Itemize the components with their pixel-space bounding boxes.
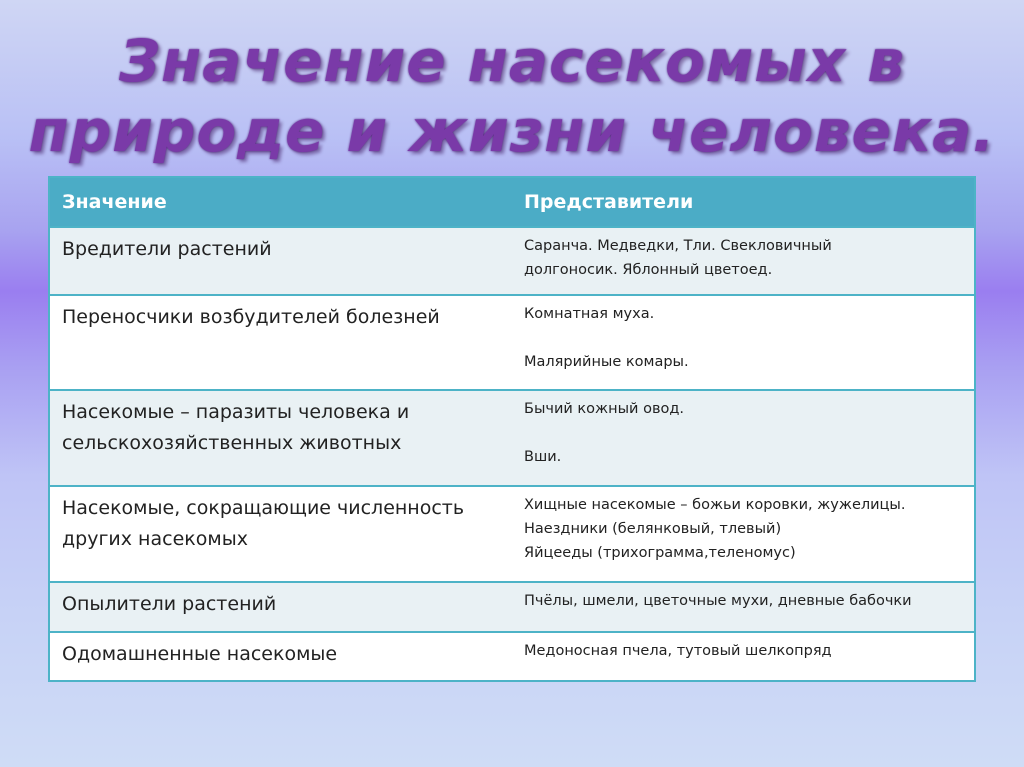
representatives-line: Пчёлы, шмели, цветочные мухи, дневные бабочки xyxy=(524,593,912,609)
representatives-line: Медоносная пчела, тутовый шелкопряд xyxy=(524,643,832,659)
table-row xyxy=(50,227,974,295)
significance-cell: Опылители растений xyxy=(50,582,512,632)
significance-cell: Переносчики возбудителей болезней xyxy=(50,295,512,390)
header-representatives: Представители xyxy=(512,178,974,227)
table-row xyxy=(50,390,974,486)
table-row xyxy=(50,486,974,582)
representatives-cell xyxy=(512,582,974,632)
slide-title-line-1: Значение насекомых в xyxy=(118,27,906,95)
representatives-cell xyxy=(512,227,974,295)
table-row xyxy=(50,632,974,680)
representatives-cell xyxy=(512,295,974,390)
representatives-line: Наездники (белянковый, тлевый) xyxy=(524,521,782,537)
slide-title-line-2: природе и жизни человека. xyxy=(28,97,996,165)
table-row xyxy=(50,295,974,390)
representatives-line: Яйцееды (трихограмма,теленомус) xyxy=(524,545,796,561)
representatives-line: Вши. xyxy=(524,449,562,465)
significance-cell: Одомашненные насекомые xyxy=(50,632,512,680)
insects-table-grid xyxy=(50,178,974,680)
line-gap xyxy=(524,326,966,350)
representatives-cell xyxy=(512,390,974,486)
representatives-line: долгоносик. Яблонный цветоед. xyxy=(524,262,773,278)
line-gap xyxy=(524,421,966,445)
significance-cell: Насекомые – паразиты человека и сельскохозяйственных животных xyxy=(50,390,512,486)
representatives-line: Бычий кожный овод. xyxy=(524,401,684,417)
representatives-line: Хищные насекомые – божьи коровки, жужелицы. xyxy=(524,497,906,513)
significance-cell: Вредители растений xyxy=(50,227,512,295)
header-significance: Значение xyxy=(50,178,512,227)
slide-title xyxy=(0,26,1024,166)
representatives-cell xyxy=(512,632,974,680)
insects-table xyxy=(48,176,976,682)
representatives-cell xyxy=(512,486,974,582)
representatives-line: Комнатная муха. xyxy=(524,306,655,322)
table-header-row xyxy=(50,178,974,227)
significance-cell: Насекомые, сокращающие численность других насекомых xyxy=(50,486,512,582)
representatives-line: Малярийные комары. xyxy=(524,354,689,370)
table-row xyxy=(50,582,974,632)
representatives-line: Саранча. Медведки, Тли. Свекловичный xyxy=(524,238,832,254)
